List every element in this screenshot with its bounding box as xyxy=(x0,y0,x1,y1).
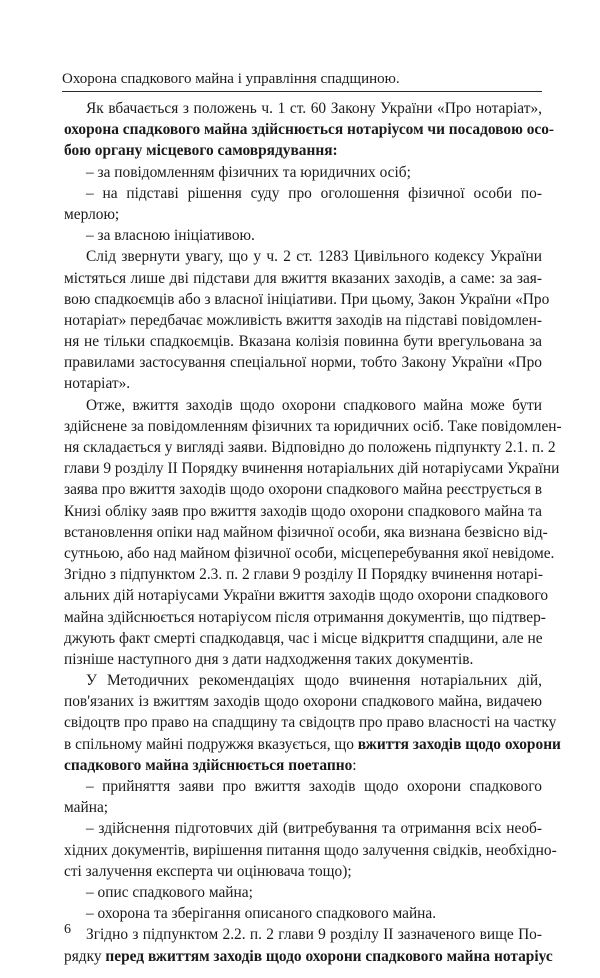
text-line xyxy=(64,119,555,140)
text-line: джують факт смерті спадкодавця, час і місце відкриття спадщини, але не xyxy=(64,629,543,647)
text-line: Згідно з підпунктом 2.3. п. 2 глави 9 розділу ІІ Порядку вчинення нотарі- xyxy=(64,566,544,584)
list-item: – за власною ініціативою. xyxy=(86,227,255,245)
text-segment: в спільному майні подружжя вказується, що xyxy=(64,735,354,753)
bold-text: вжиття заходів щодо охорони xyxy=(357,735,561,753)
text-line: ня не тільки спадкоємців. Вказана колізія повинна бути врегульована за xyxy=(64,333,542,351)
text-line: правилами застосування спеціальної норми, тобто Закону України «Про xyxy=(64,354,542,372)
list-item: – охорона та зберігання описаного спадкового майна. xyxy=(86,905,437,923)
list-item: – опис спадкового майна; xyxy=(86,883,253,901)
text-line: майна; xyxy=(64,799,109,817)
text-line: глави 9 розділу ІІ Порядку вчинення нотаріальних дій нотаріусами України xyxy=(64,460,560,478)
bold-text: спадкового майна здійснюється поетапно xyxy=(64,756,353,774)
text-line: сутньою, або над майном фізичної особи, місцеперебування якої невідоме. xyxy=(64,544,555,562)
text-line: свідоцтв про право на спадщину та свідоцтв про право власності на частку xyxy=(64,714,557,732)
text-line: альних дій нотаріусами України вжиття заходів щодо охорони спадкового xyxy=(64,587,549,605)
text-line: здійснене за повідомленням фізичних та юридичних осіб. Таке повідомлен- xyxy=(64,417,562,435)
bold-text: охорона спадкового майна здійснюється нотаріусом чи посадовою осо- xyxy=(64,121,555,139)
text-line: пізніше наступного дня з дати надходження таких документів. xyxy=(64,650,474,668)
text-line: заява про вжиття заходів щодо охорони спадкового майна реєструється в xyxy=(64,481,542,499)
text-line: пов'язаних із вжиттям заходів щодо охорони спадкового майна, видачею xyxy=(64,693,542,711)
bold-text: бою органу місцевого самоврядування: xyxy=(64,142,338,160)
text-segment: : xyxy=(352,756,357,774)
text-line: Книзі обліку заяв про вжиття заходів щодо охорони спадкового майна та xyxy=(64,502,542,520)
text-line: Слід звернути увагу, що у ч. 2 ст. 1283 Цивільного кодексу України xyxy=(86,248,542,266)
text-line xyxy=(64,755,542,776)
running-header: Охорона спадкового майна і управління спадщиною. xyxy=(62,70,542,92)
text-line: нотаріат» передбачає можливість вжиття заходів на підставі повідомлен- xyxy=(64,311,542,329)
text-line: мерлою; xyxy=(64,205,120,223)
text-line: встановлення опіки над майном фізичної особи, яка визнана безвісно від- xyxy=(64,523,548,541)
list-item: – на підставі рішення суду про оголошення фізичної особи по- xyxy=(86,184,542,202)
list-item: – прийняття заяви про вжиття заходів щодо охорони спадкового xyxy=(86,778,542,795)
text-line xyxy=(64,140,542,161)
text-line: сті залучення експерта чи оцінювача тощо); xyxy=(64,862,352,880)
text-line xyxy=(64,946,553,967)
text-line xyxy=(64,734,561,755)
text-line: вою спадкоємців або з власної ініціативи. При цьому, Закон України «Про xyxy=(64,290,550,308)
text-line: Згідно з підпунктом 2.2. п. 2 глави 9 розділу ІІ зазначеного вище По- xyxy=(86,926,542,944)
text-line: містяться лише дві підстави для вжиття вказаних заходів, а саме: за зая- xyxy=(64,269,542,287)
page-body xyxy=(64,98,562,967)
bold-text: перед вжиттям заходів щодо охорони спадкового майна нотаріус xyxy=(105,947,553,965)
text-line: хідних документів, вирішення питання щодо залучення свідків, необхідно- xyxy=(64,841,557,859)
text-segment: рядку xyxy=(64,947,102,965)
text-line: майна здійснюється нотаріусом після отримання документів, що підтвер- xyxy=(64,608,546,626)
list-item: – за повідомленням фізичних та юридичних осіб; xyxy=(86,163,411,181)
text-line: У Методичних рекомендаціях щодо вчинення нотаріальних дій, xyxy=(86,672,542,690)
text-line: нотаріат». xyxy=(64,375,131,393)
text-line: Як вбачається з положень ч. 1 ст. 60 Закону України «Про нотаріат», xyxy=(86,100,542,117)
list-item: – здійснення підготовчих дій (витребування та отримання всіх необ- xyxy=(86,820,542,838)
text-line: ня складається у вигляді заяви. Відповідно до положень підпункту 2.1. п. 2 xyxy=(64,439,556,456)
page-number: 6 xyxy=(64,922,71,937)
text-line: Отже, вжиття заходів щодо охорони спадкового майна може бути xyxy=(86,396,542,414)
